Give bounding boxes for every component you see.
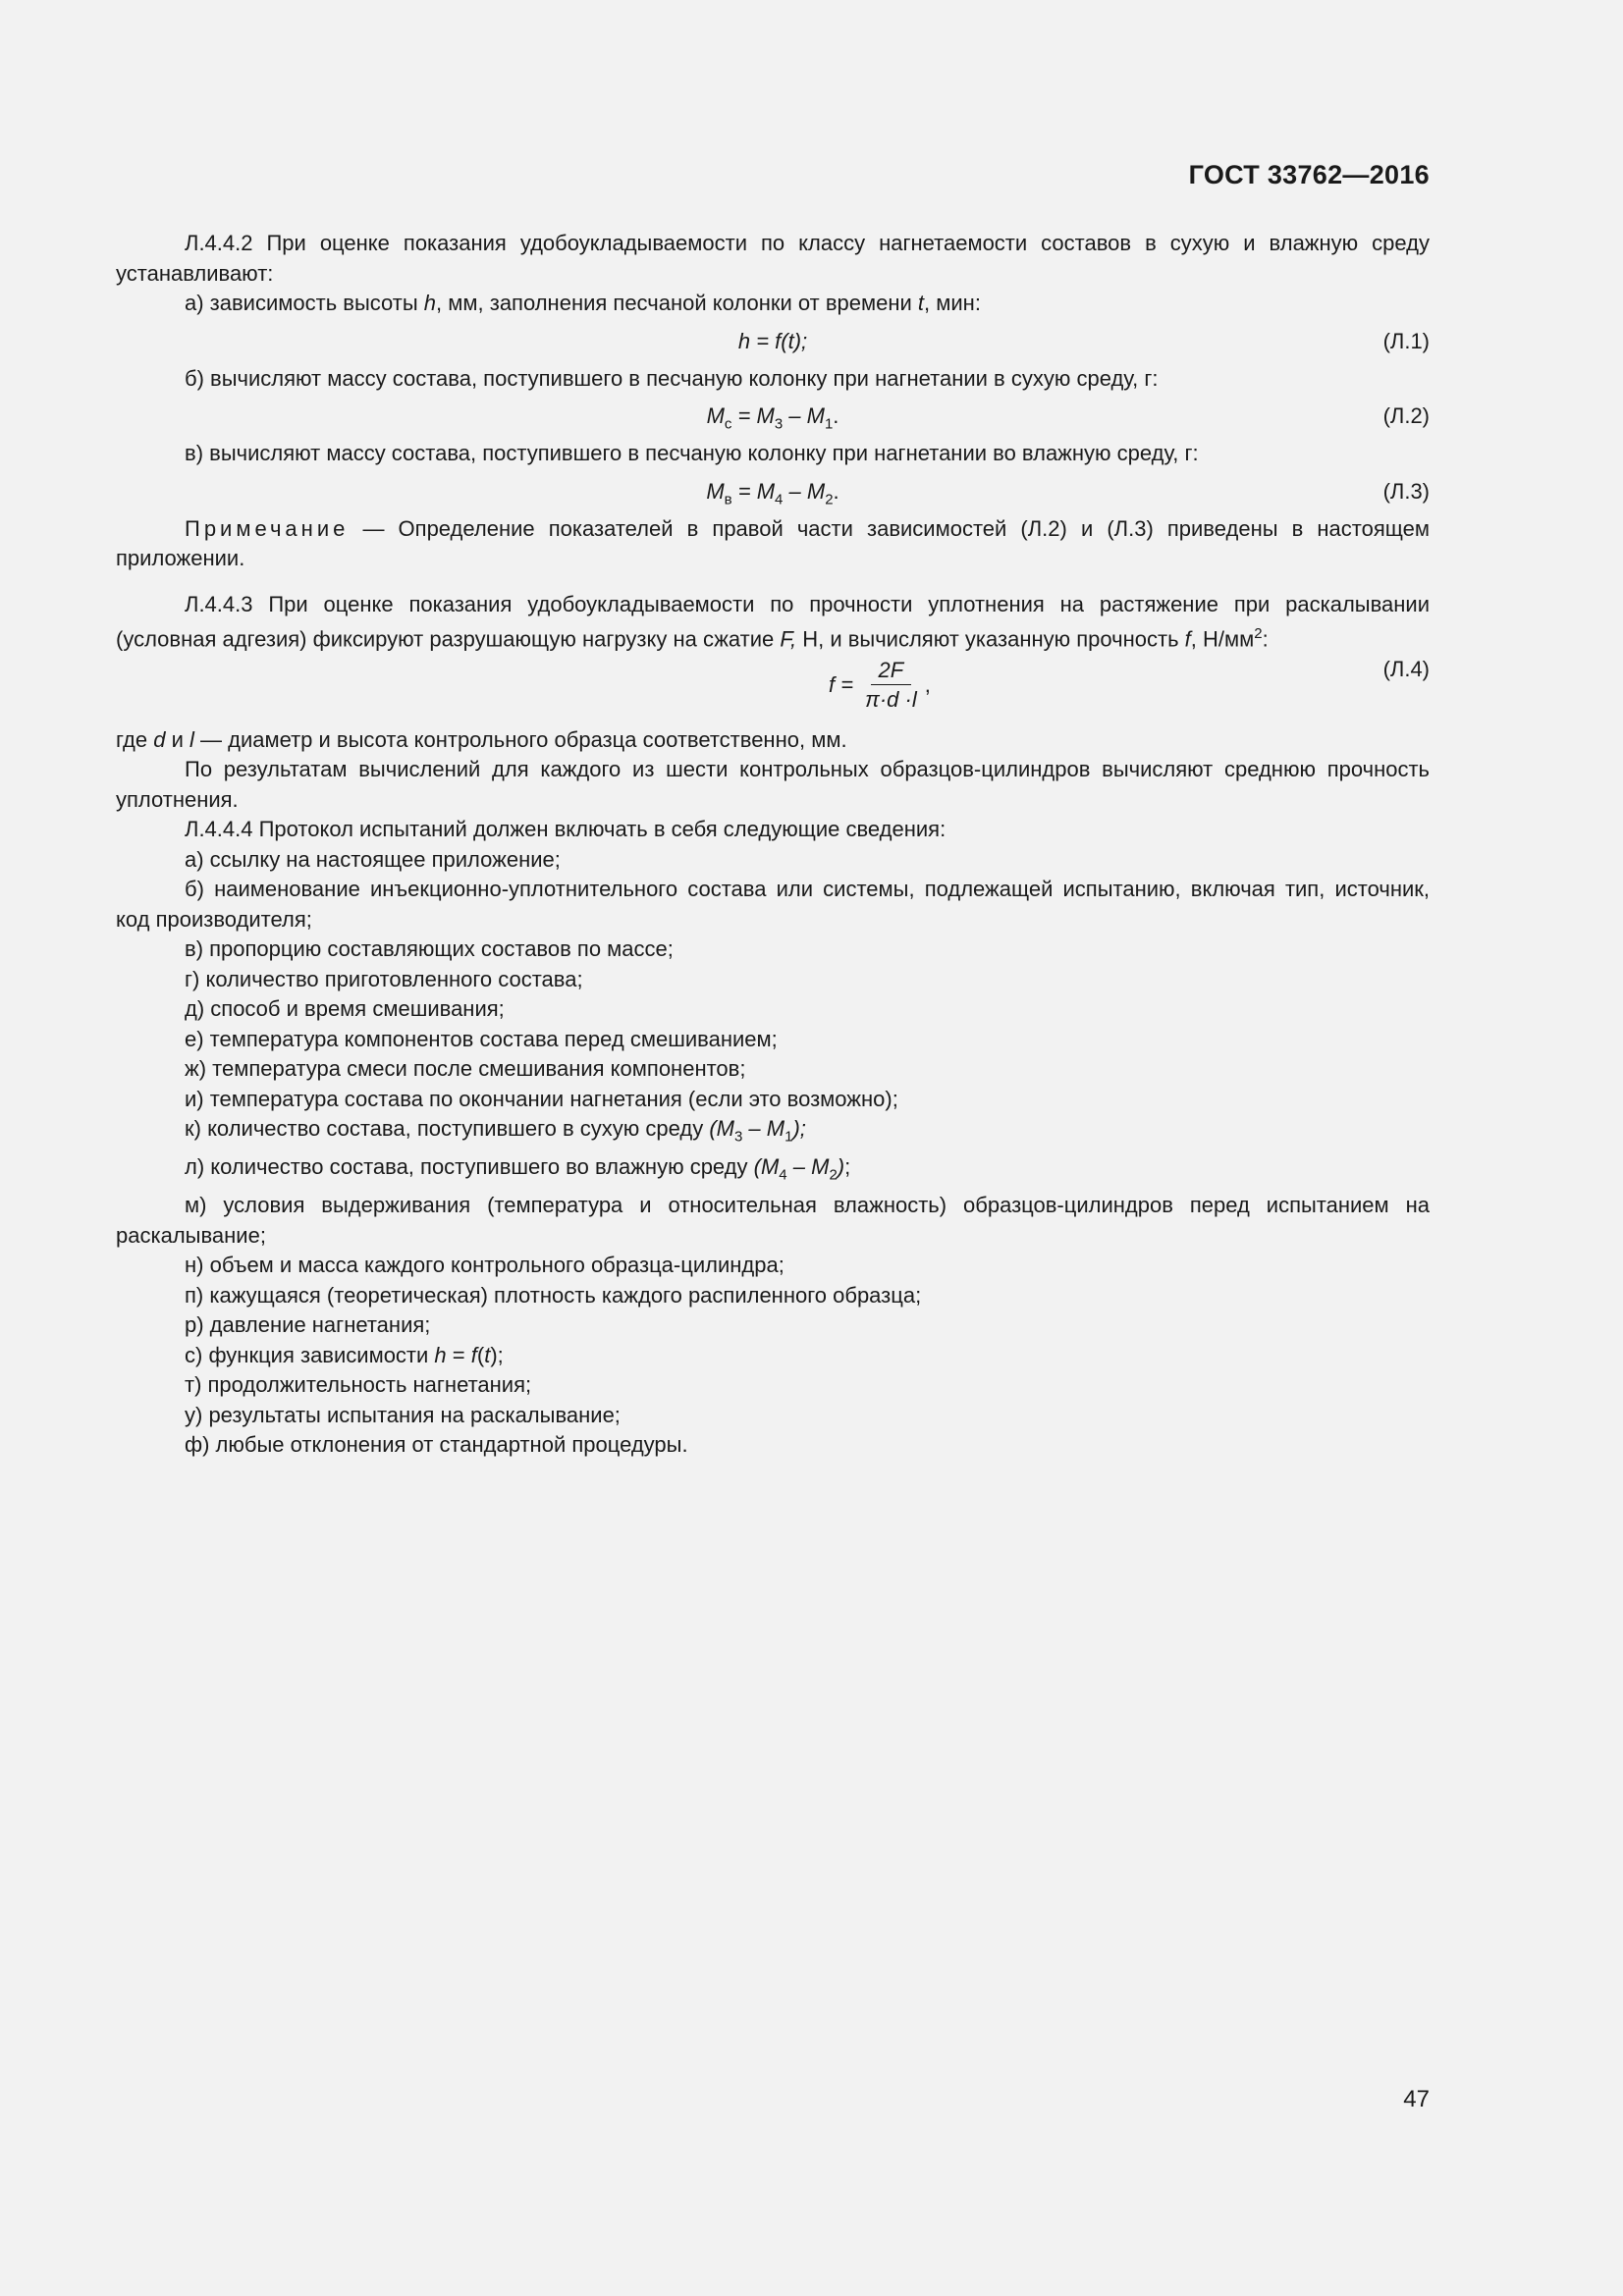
- sub: с: [724, 415, 732, 433]
- equation-l3: [116, 469, 1430, 514]
- note-text: — Определение показателей в правой части зависимостей (Л.2) и (Л.3) приведены в настоящем приложении.: [116, 515, 1430, 570]
- fraction-formula: [829, 657, 931, 715]
- sym: (M: [709, 1116, 734, 1142]
- equation-number: (Л.2): [1382, 403, 1430, 428]
- list-item: [116, 1341, 1430, 1371]
- note-label: Примечание: [185, 515, 350, 541]
- text: Н, и вычисляют указанную прочность: [796, 626, 1185, 652]
- where-clause: [116, 725, 1430, 756]
- var-f: f: [1184, 626, 1191, 652]
- equation-l4: [116, 655, 1430, 725]
- list-item: ф) любые отклонения от стандартной процедуры.: [185, 1432, 688, 1458]
- sym: (M: [753, 1154, 780, 1180]
- list-item: [116, 1114, 1430, 1152]
- var-h: h: [423, 291, 437, 315]
- text: с) функция зависимости: [185, 1342, 435, 1367]
- equation-l2: [116, 394, 1430, 439]
- paragraph-l444-intro: Л.4.4.4 Протокол испытаний должен включать в себя следующие сведения:: [185, 817, 947, 842]
- var-l: l: [189, 726, 194, 752]
- sym: M: [706, 478, 725, 504]
- paragraph-result: По результатам вычислений для каждого из шести контрольных образцов-цилиндров вычисляют среднюю прочность уплотнения.: [116, 757, 1430, 812]
- fraction: [865, 657, 917, 715]
- sym: – M: [742, 1116, 785, 1142]
- equation-number: (Л.3): [1382, 478, 1430, 504]
- formula-lhs: f =: [829, 672, 854, 698]
- var-t: t: [484, 1342, 491, 1367]
- paragraph-l443: [116, 590, 1430, 655]
- document-body: [116, 229, 1430, 1461]
- comma: ,: [924, 672, 931, 698]
- standard-header: ГОСТ 33762—2016: [1188, 160, 1430, 189]
- sym: – M: [786, 1154, 830, 1180]
- text: где: [116, 726, 154, 752]
- list-item: у) результаты испытания на раскалывание;: [185, 1402, 621, 1427]
- sym: – M: [783, 478, 826, 504]
- sym: );: [792, 1116, 806, 1142]
- var-d: d: [153, 726, 166, 752]
- list-item: т) продолжительность нагнетания;: [185, 1372, 532, 1398]
- paragraph-l442-intro: Л.4.4.2 При оценке показания удобоукладываемости по классу нагнетаемости составов в сухую и влажную среду устанавливают:: [116, 231, 1430, 286]
- formula-text: h = f(t);: [737, 328, 808, 353]
- text: (: [476, 1342, 485, 1367]
- text: л) количество состава, поступившего во влажную среду: [185, 1154, 754, 1180]
- text: — диаметр и высота контрольного образца соответственно, мм.: [193, 726, 847, 752]
- text: к) количество состава, поступившего в сухую среду: [185, 1116, 710, 1142]
- formula: [116, 327, 1430, 357]
- sup: 2: [1254, 625, 1263, 642]
- text: , мм, заполнения песчаной колонки от времени: [436, 291, 918, 315]
- list-item: р) давление нагнетания;: [185, 1312, 431, 1338]
- text: :: [1262, 626, 1269, 652]
- list-item: е) температура компонентов состава перед смешиванием;: [185, 1026, 778, 1051]
- sub: 4: [775, 490, 784, 507]
- sub: 1: [784, 1128, 793, 1146]
- period: .: [833, 403, 839, 428]
- sym: – M: [783, 403, 825, 428]
- list-item: п) кажущаяся (теоретическая) плотность каждого распиленного образца;: [185, 1282, 922, 1308]
- list-item: г) количество приготовленного состава;: [185, 966, 583, 991]
- equation-l1: [116, 319, 1430, 364]
- var-F: F,: [780, 626, 797, 652]
- sym: = M: [731, 478, 776, 504]
- numerator: 2F: [871, 657, 912, 685]
- list-item: в) пропорцию составляющих составов по массе;: [185, 936, 674, 962]
- denominator: π·d ·l: [865, 686, 917, 712]
- text: );: [490, 1342, 504, 1367]
- text: ;: [844, 1154, 851, 1180]
- page-number: 47: [1403, 2086, 1430, 2112]
- list-item: а) ссылку на настоящее приложение;: [185, 846, 561, 872]
- sub: 3: [774, 415, 784, 433]
- item-b-l442: б) вычисляют массу состава, поступившего в песчаную колонку при нагнетании в сухую среду, г:: [185, 365, 1159, 391]
- sub: 2: [829, 1166, 838, 1184]
- item-a-l442: [116, 289, 1430, 319]
- list-item: м) условия выдерживания (температура и относительная влажность) образцов-цилиндров перед испытанием на раскалывание;: [116, 1193, 1430, 1248]
- formula: [116, 477, 1430, 515]
- sym: M: [706, 403, 725, 428]
- text: а) зависимость высоты: [185, 291, 424, 315]
- list-item: б) наименование инъекционно-уплотнительного состава или системы, подлежащей испытанию, включая тип, источник, код производителя;: [116, 877, 1430, 932]
- equation-number: (Л.1): [1382, 328, 1430, 353]
- sub: 1: [824, 415, 834, 433]
- protocol-list: [116, 845, 1430, 1461]
- text: Л.4.4.3 При оценке показания удобоукладываемости по прочности уплотнения на растяжение при раскалывании (условная адгезия) фиксируют разрушающую нагрузку на сжатие: [116, 591, 1430, 652]
- period: .: [833, 478, 839, 504]
- text: и: [165, 726, 189, 752]
- list-item: н) объем и масса каждого контрольного образца-цилиндра;: [185, 1253, 784, 1278]
- text: =: [446, 1342, 471, 1367]
- sym: ): [837, 1154, 845, 1180]
- var-h: h: [434, 1342, 447, 1367]
- text: , Н/мм: [1190, 626, 1255, 652]
- formula: [116, 401, 1430, 440]
- list-item: и) температура состава по окончании нагнетания (если это возможно);: [185, 1086, 898, 1111]
- list-item: [116, 1152, 1430, 1191]
- note: [116, 514, 1430, 574]
- sym: = M: [731, 403, 775, 428]
- sub: 4: [779, 1166, 787, 1184]
- var-t: t: [917, 291, 925, 315]
- text: , мин:: [924, 291, 981, 315]
- var-f: f: [470, 1342, 477, 1367]
- list-item: ж) температура смеси после смешивания компонентов;: [185, 1056, 746, 1082]
- item-c-l442: в) вычисляют массу состава, поступившего в песчаную колонку при нагнетании во влажную среду, г:: [185, 441, 1199, 465]
- list-item: д) способ и время смешивания;: [185, 996, 505, 1022]
- sub: в: [724, 490, 732, 507]
- sub: 2: [825, 490, 834, 507]
- equation-number: (Л.4): [1382, 656, 1430, 681]
- sub: 3: [733, 1128, 743, 1146]
